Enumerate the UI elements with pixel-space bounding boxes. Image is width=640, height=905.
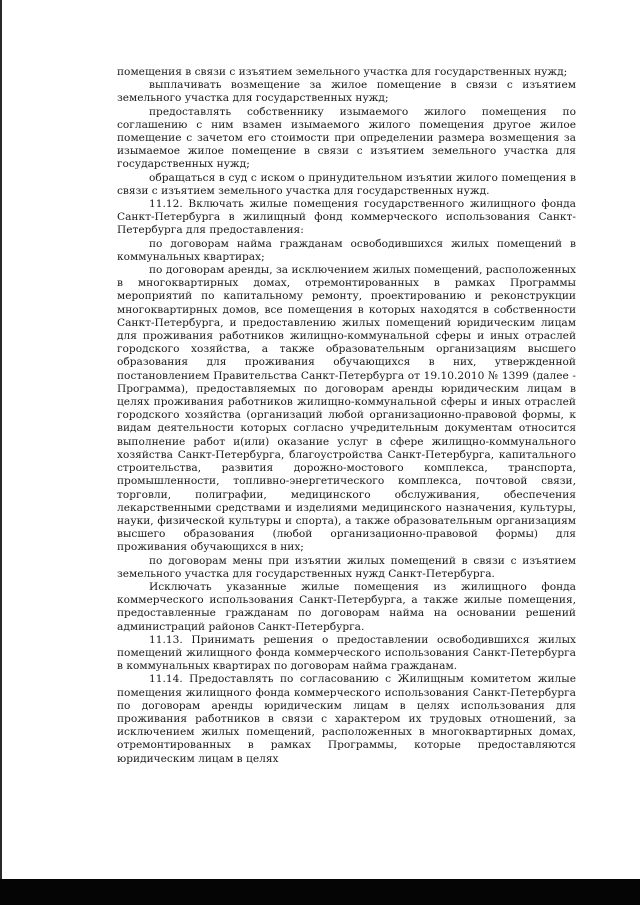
paragraph-7: по договорам аренды, за исключением жилых помещений, расположенных в многоквартирных домах, отремонтированных в рамках Программы мероприятий по капитальному ремонту, проектированию и реконструкции многоквартирных домов, все помещения в которых находятся в собственности Санкт-Петербурга, и предоставлению жилых помещений юридическим лицам для проживания работников жилищно-коммунальной сферы и иных отраслей городского хозяйства, а также образовательным организациям высшего образования для проживания обучающихся в них, утвержденной постановлением Правительства Санкт-Петербурга от 19.10.2010 № 1399 (далее - Программа), предоставляемых по договорам аренды юридическим лицам в целях проживания работников жилищно-коммунальной сферы и иных отраслей городского хозяйства (организаций любой организационно-правовой формы, к видам деятельности которых согласно учредительным документам относится выполнение работ и(или) оказание услуг в сфере жилищно-коммунального хозяйства Санкт-Петербурга, благоустройства Санкт-Петербурга, капитального строительства, развития дорожно-мостового комплекса, транспорта, промышленности, топливно-энергетического комплекса, почтовой связи, торговли, полиграфии, медицинского обслуживания, обеспечения лекарственными средствами и изделиями медицинского назначения, культуры, науки, физической культуры и спорта), а также образовательным организациям высшего образования (любой организационно-правовой формы) для проживания обучающихся в них;: [117, 264, 576, 554]
paragraph-4: обращаться в суд с иском о принудительном изъятии жилого помещения в связи с изъятием земельного участка для государственных нужд.: [117, 171, 576, 197]
scan-edge-bottom: [0, 879, 640, 905]
paragraph-11: 11.14. Предоставлять по согласованию с Жилищным комитетом жилые помещения жилищного фонда коммерческого использования Санкт-Петербурга по договорам аренды юридическим лицам в целях использования для проживания работников в связи с характером их трудовых отношений, за исключением жилых помещений, расположенных в многоквартирных домах, отремонтированных в рамках Программы, которые предоставляются юридическим лицам в целях: [117, 673, 576, 765]
paragraph-5: 11.12. Включать жилые помещения государственного жилищного фонда Санкт-Петербурга в жилищный фонд коммерческого использования Санкт-Петербурга для предоставления:: [117, 198, 576, 237]
document-body: [117, 66, 576, 766]
scan-edge-left: [0, 0, 2, 905]
paragraph-6: по договорам найма гражданам освободившихся жилых помещений в коммунальных квартирах;: [117, 237, 576, 263]
paragraph-10: 11.13. Принимать решения о предоставлении освободившихся жилых помещений жилищного фонда коммерческого использования Санкт-Петербурга в коммунальных квартирах по договорам найма гражданам.: [117, 633, 576, 673]
paragraph-2: выплачивать возмещение за жилое помещение в связи с изъятием земельного участка для государственных нужд;: [117, 79, 576, 105]
paragraph-8: по договорам мены при изъятии жилых помещений в связи с изъятием земельного участка для государственных нужд Санкт-Петербурга.: [117, 554, 576, 580]
paragraph-3: предоставлять собственнику изымаемого жилого помещения по соглашению с ним взамен изымаемого жилого помещения другое жилое помещение с зачетом его стоимости при определении размера возмещения за изымаемое жилое помещение в связи с изъятием земельного участка для государственных нужд;: [117, 105, 576, 171]
paragraph-1: помещения в связи с изъятием земельного участка для государственных нужд;: [117, 66, 568, 78]
paragraph-9: Исключать указанные жилые помещения из жилищного фонда коммерческого использования Санкт-Петербурга, а также жилые помещения, предоставленные гражданам по договорам найма на основании решений администраций районов Санкт-Петербурга.: [117, 580, 576, 633]
